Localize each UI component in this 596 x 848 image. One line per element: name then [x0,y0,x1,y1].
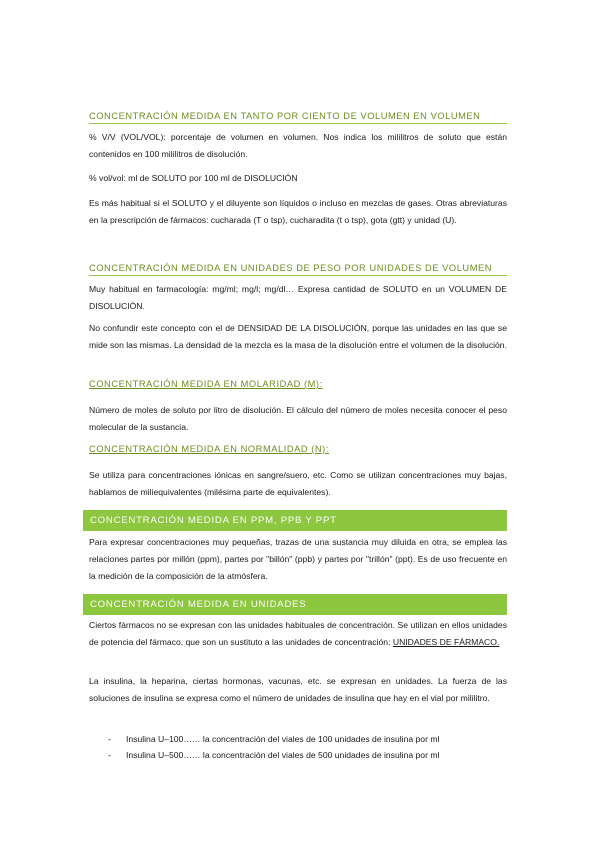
paragraph-unidades-text: Ciertos fármacos no se expresan con las unidades habituales de concentración. Se utilizan en ellos unidades de potencia del fármaco, que son un sustituto a las unidades de concentración: [89,620,507,647]
heading-ppm: CONCENTRACIÓN MEDIDA EN PPM, PPB Y PPT [83,510,507,531]
heading-volumen: CONCENTRACIÓN MEDIDA EN TANTO POR CIENTO DE VOLUMEN EN VOLUMEN [89,111,507,124]
heading-normalidad: CONCENTRACIÓN MEDIDA EN NORMALIDAD (N): [89,444,329,454]
insulin-list [108,731,508,763]
paragraph-unidades [89,617,507,651]
paragraph-molaridad: Número de moles de soluto por litro de disolución. El cálculo del número de moles necesita conocer el peso molecular de la sustancia. [89,405,507,432]
paragraph-insulina: La insulina, la heparina, ciertas hormonas, vacunas, etc. se expresan en unidades. La fuerza de las soluciones de insulina se expresa como el número de unidades de insulina que hay en el vial por mililitro. [89,676,507,703]
paragraph-vv-definition: % V/V (VOL/VOL): porcentaje de volumen en volumen. Nos indica los mililitros de soluto que están contenidos en 100 mililitros de disolución. [89,132,507,159]
heading-unidades: CONCENTRACIÓN MEDIDA EN UNIDADES [83,594,507,615]
list-bullet: - [108,750,111,760]
unidades-farmaco-term: UNIDADES DE FÁRMACO. [392,637,500,647]
list-item-text: Insulina U–100…… la concentración del viales de 100 unidades de insulina por ml [126,734,440,744]
paragraph-abbreviations: Es más habitual si el SOLUTO y el diluyente son líquidos o incluso en mezclas de gases. Otras abreviaturas en la prescripción de fármacos: cucharada (T o tsp), cucharadita (t o tsp), gota (gtt) y unidad (U). [89,198,507,225]
heading-molaridad: CONCENTRACIÓN MEDIDA EN MOLARIDAD (M): [89,379,323,389]
paragraph-densidad: No confundir este concepto con el de DENSIDAD DE LA DISOLUCIÓN, porque las unidades en las que se mide son las mismas. La densidad de la mezcla es la masa de la disolución entre el volumen de la disolución. [89,323,507,350]
paragraph-vol-vol: % vol/vol: ml de SOLUTO por 100 ml de DISOLUCIÓN [89,173,298,183]
paragraph-ppm: Para expresar concentraciones muy pequeñas, trazas de una sustancia muy diluida en otra, se emplea las relaciones partes por millón (ppm), partes por "billón" (ppb) y partes por "trillón" (ppt). Es de uso frecuente en la medición de la composición de la atmósfera. [89,537,507,581]
list-bullet: - [108,734,111,744]
list-item-text: Insulina U–500…… la concentración del viales de 500 unidades de insulina por ml [126,750,440,760]
list-item [108,731,508,747]
list-item [108,747,508,763]
paragraph-farmacologia: Muy habitual en farmacología: mg/ml; mg/l; mg/dl… Expresa cantidad de SOLUTO en un VOLUMEN DE DISOLUCIÓN. [89,284,507,311]
paragraph-normalidad: Se utiliza para concentraciones iónicas en sangre/suero, etc. Como se utilizan concentraciones muy bajas, hablamos de miliequivalentes (milésima parte de equivalentes). [89,470,507,497]
heading-peso-volumen: CONCENTRACIÓN MEDIDA EN UNIDADES DE PESO POR UNIDADES DE VOLUMEN [89,263,507,276]
